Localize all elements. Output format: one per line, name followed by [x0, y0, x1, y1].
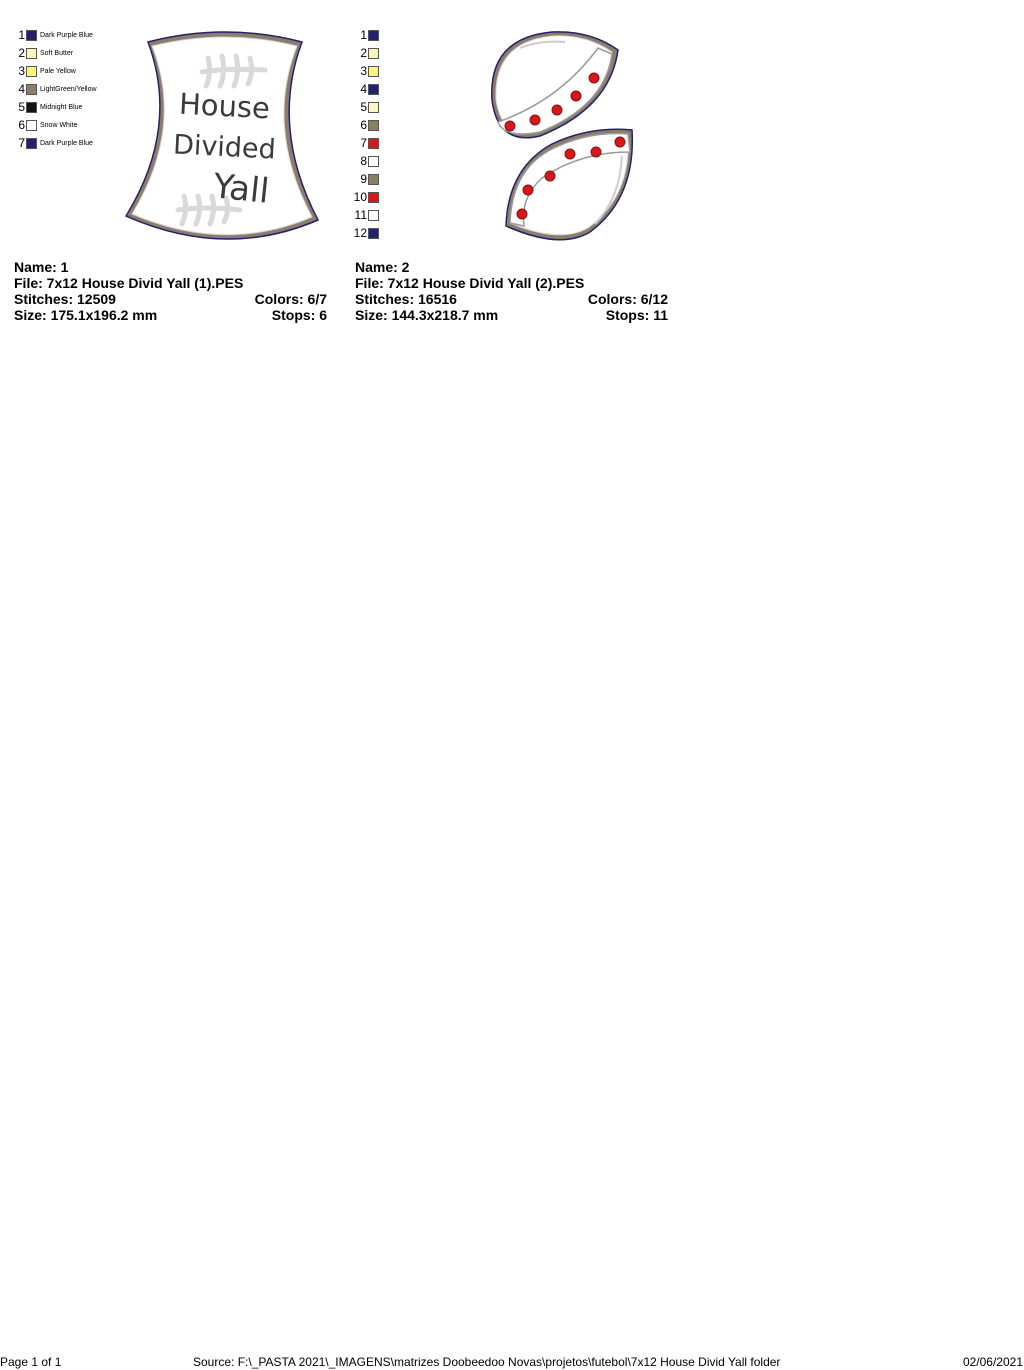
legend-row — [345, 224, 379, 242]
art-text-yall: Yall — [211, 166, 272, 212]
color-swatch — [368, 48, 379, 59]
legend-row — [0, 44, 97, 62]
legend-row — [345, 206, 379, 224]
design-1-panel — [0, 0, 340, 330]
design-stitches: Stitches: 16516 — [355, 291, 457, 307]
legend-number: 12 — [353, 226, 367, 240]
color-swatch — [368, 192, 379, 203]
legend-row — [0, 116, 97, 134]
color-swatch — [368, 210, 379, 221]
legend-number: 1 — [360, 28, 367, 42]
design-file: File: 7x12 House Divid Yall (1).PES — [14, 275, 244, 291]
legend-row — [345, 26, 379, 44]
legend-row — [345, 134, 379, 152]
color-swatch — [368, 120, 379, 131]
design-file: File: 7x12 House Divid Yall (2).PES — [355, 275, 585, 291]
legend-color-name: Pale Yellow — [40, 67, 76, 75]
legend-row — [345, 188, 379, 206]
legend-number: 4 — [18, 82, 25, 96]
design-name: Name: 1 — [14, 259, 69, 275]
color-swatch — [368, 66, 379, 77]
legend-number: 8 — [360, 154, 367, 168]
legend-number: 11 — [354, 208, 367, 222]
design-size: Size: 144.3x218.7 mm — [355, 307, 499, 323]
art-text-divided: Divided — [172, 129, 277, 166]
legend-row — [0, 62, 97, 80]
lower-football-half — [506, 129, 632, 239]
design-colors: Colors: 6/7 — [254, 291, 327, 307]
design-2-panel — [345, 0, 685, 330]
color-swatch — [26, 102, 37, 113]
legend-number: 4 — [360, 82, 367, 96]
legend-color-name: Midnight Blue — [40, 103, 83, 111]
color-swatch — [368, 102, 379, 113]
legend-number: 10 — [353, 190, 367, 204]
color-swatch — [368, 138, 379, 149]
legend-number: 7 — [360, 136, 367, 150]
legend-row — [345, 62, 379, 80]
design-stitches: Stitches: 12509 — [14, 291, 116, 307]
color-swatch — [26, 66, 37, 77]
legend-number: 9 — [360, 172, 367, 186]
color-swatch — [368, 30, 379, 41]
house-divided-yall-design-preview — [120, 28, 330, 250]
legend-row — [345, 170, 379, 188]
legend-number: 3 — [360, 64, 367, 78]
legend-row — [345, 152, 379, 170]
color-swatch — [368, 174, 379, 185]
legend-color-name: LightGreen/Yellow — [40, 85, 97, 93]
color-swatch — [26, 138, 37, 149]
legend-number: 5 — [360, 100, 367, 114]
design-1-info — [14, 259, 327, 323]
legend-row — [345, 98, 379, 116]
legend-row — [0, 134, 97, 152]
legend-color-name: Snow White — [40, 121, 78, 129]
design-colors: Colors: 6/12 — [587, 291, 668, 307]
footer-source-path: Source: F:\_PASTA 2021\_IMAGENS\matrizes Doobeedoo Novas\projetos\futebol\7x12 House Divid Yall folder — [193, 1355, 781, 1369]
legend-number: 3 — [18, 64, 25, 78]
legend-row — [345, 116, 379, 134]
legend-row — [345, 80, 379, 98]
design-stops: Stops: 11 — [605, 307, 668, 323]
color-swatch — [26, 84, 37, 95]
legend-row — [0, 80, 97, 98]
color-swatch — [26, 48, 37, 59]
legend-color-name: Dark Purple Blue — [40, 31, 93, 39]
color-swatch — [368, 156, 379, 167]
legend-number: 2 — [360, 46, 367, 60]
color-swatch — [26, 120, 37, 131]
design-name: Name: 2 — [355, 259, 410, 275]
legend-number: 6 — [360, 118, 367, 132]
color-swatch — [368, 228, 379, 239]
legend-number: 5 — [18, 100, 25, 114]
design-size: Size: 175.1x196.2 mm — [14, 307, 158, 323]
color-swatch — [26, 30, 37, 41]
legend-color-name: Dark Purple Blue — [40, 139, 93, 147]
legend-row — [0, 26, 97, 44]
design-2-info — [355, 259, 668, 323]
legend-row — [0, 98, 97, 116]
color-legend-1 — [0, 26, 97, 152]
legend-color-name: Soft Butter — [40, 49, 74, 57]
color-swatch — [368, 84, 379, 95]
footer-date: 02/06/2021 — [962, 1355, 1023, 1369]
art-text-house: House — [178, 86, 271, 126]
design-stops: Stops: 6 — [271, 307, 327, 323]
split-football-design-preview — [480, 28, 640, 250]
legend-number: 1 — [18, 28, 25, 42]
legend-number: 2 — [18, 46, 25, 60]
legend-row — [345, 44, 379, 62]
upper-football-half — [492, 32, 618, 138]
legend-number: 6 — [18, 118, 25, 132]
footer-page-number: Page 1 of 1 — [0, 1355, 62, 1369]
legend-number: 7 — [18, 136, 25, 150]
color-legend-2 — [345, 26, 379, 242]
